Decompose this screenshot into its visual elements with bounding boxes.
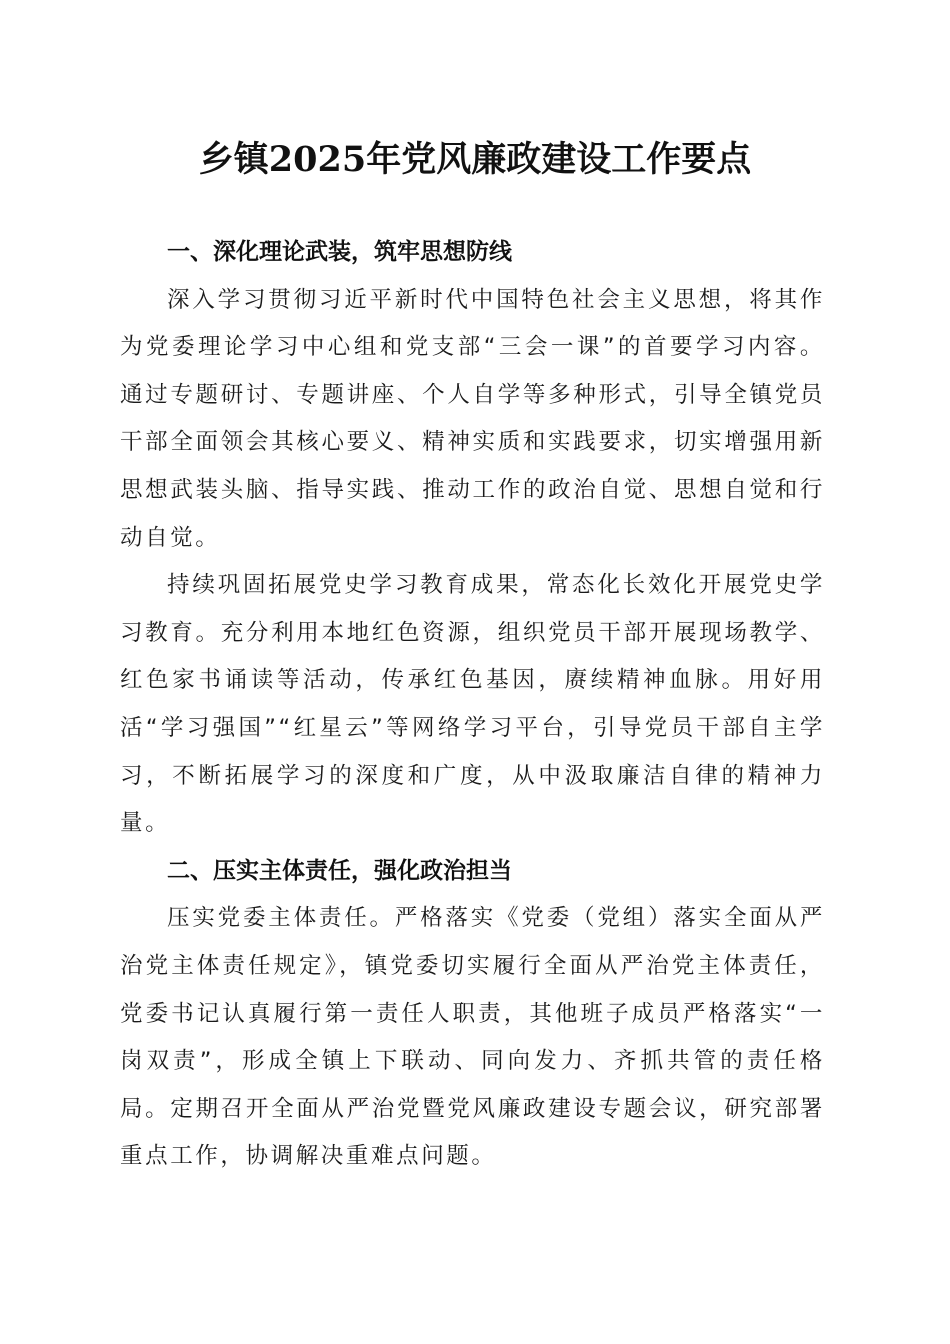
- body-paragraph: 压实党委主体责任。严格落实《党委（党组）落实全面从严治党主体责任规定》，镇党委切实履行全面从严治党主体责任，党委书记认真履行第一责任人职责，其他班子成员严格落实“一岗双责”，形成全镇上下联动、同向发力、齐抓共管的责任格局。定期召开全面从严治党暨党风廉政建设专题会议，研究部署重点工作，协调解决重难点问题。: [120, 905, 825, 1170]
- body-paragraph: 持续巩固拓展党史学习教育成果，常态化长效化开展党史学习教育。充分利用本地红色资源，组织党员干部开展现场教学、红色家书诵读等活动，传承红色基因，赓续精神血脉。用好用活“学习强国”“红星云”等网络学习平台，引导党员干部自主学习，不断拓展学习的深度和广度，从中汲取廉洁自律的精神力量。: [120, 572, 825, 837]
- section-heading: 二、压实主体责任，强化政治担当: [167, 857, 512, 884]
- body-paragraph: 深入学习贯彻习近平新时代中国特色社会主义思想，将其作为党委理论学习中心组和党支部“三会一课”的首要学习内容。通过专题研讨、专题讲座、个人自学等多种形式，引导全镇党员干部全面领会其核心要义、精神实质和实践要求，切实增强用新思想武装头脑、指导实践、推动工作的政治自觉、思想自觉和行动自觉。: [120, 286, 825, 551]
- document-title: 乡镇2025年党风廉政建设工作要点: [198, 139, 752, 180]
- section-heading: 一、深化理论武装，筑牢思想防线: [167, 239, 512, 265]
- document-body: [120, 229, 825, 1181]
